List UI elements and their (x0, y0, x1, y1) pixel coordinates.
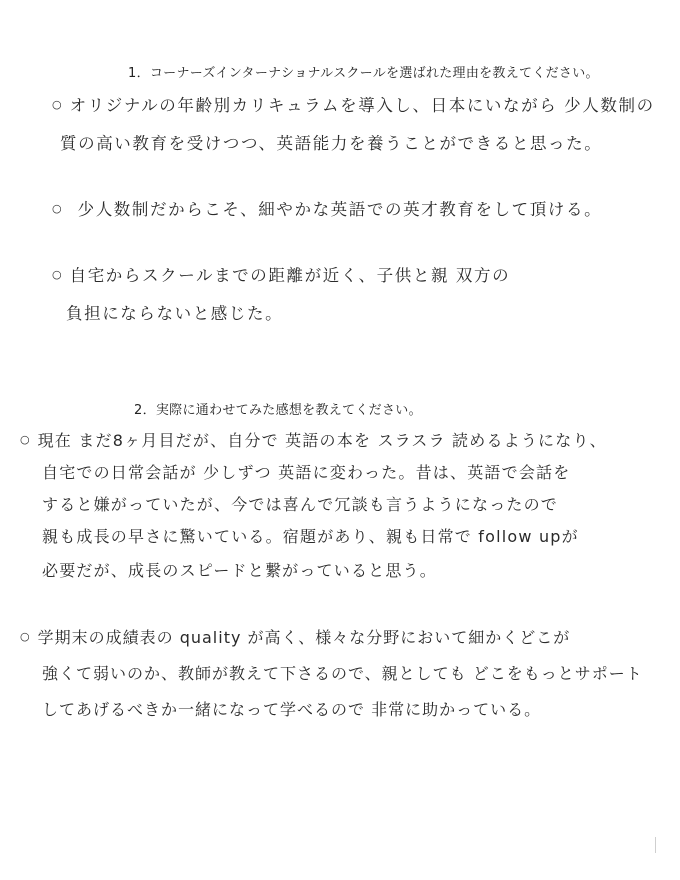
bullet-icon: ○ (52, 98, 62, 111)
answer-line: すると嫌がっていたが、今では喜んで冗談も言うようになったので (42, 495, 559, 514)
question-2-label: 2．実際に通わせてみた感想を教えてください。 (134, 403, 422, 418)
answer-line: 親も成長の早さに驚いている。宿題があり、親も日常で follow upが (42, 527, 579, 546)
answer-line: 自宅からスクールまでの距離が近く、子供と親 双方の (69, 266, 511, 285)
scan-edge-mark (655, 837, 656, 853)
answer-line: 質の高い教育を受けつつ、英語能力を養うことができると思った。 (60, 134, 603, 153)
answer-line: 少人数制だからこそ、細やかな英語での英才教育をして頂ける。 (77, 200, 603, 219)
answer-line: 負担にならないと感じた。 (66, 304, 284, 323)
answer-line: してあげるべきか一緒になって学べるので 非常に助かっている。 (42, 700, 542, 719)
answer-line: 自宅での日常会話が 少しずつ 英語に変わった。昔は、英語で会話を (42, 463, 571, 482)
answer-line: 必要だが、成長のスピードと繋がっていると思う。 (42, 561, 437, 580)
question-1-label: 1．コーナーズインターナショナルスクールを選ばれた理由を教えてください。 (128, 66, 599, 81)
bullet-icon: ○ (20, 630, 30, 643)
bullet-icon: ○ (20, 433, 30, 446)
answer-line: 強くて弱いのか、教師が教えて下さるので、親としても どこをもっとサポート (42, 664, 643, 683)
answer-line: オリジナルの年齢別カリキュラムを導入し、日本にいながら 少人数制の (69, 96, 655, 115)
answer-line: 学期末の成績表の quality が高く、様々な分野において細かくどこが (37, 628, 571, 647)
bullet-icon: ○ (52, 202, 62, 215)
bullet-icon: ○ (52, 268, 62, 281)
answer-line: 現在 まだ8ヶ月目だが、自分で 英語の本を スラスラ 読めるようになり、 (37, 431, 607, 450)
